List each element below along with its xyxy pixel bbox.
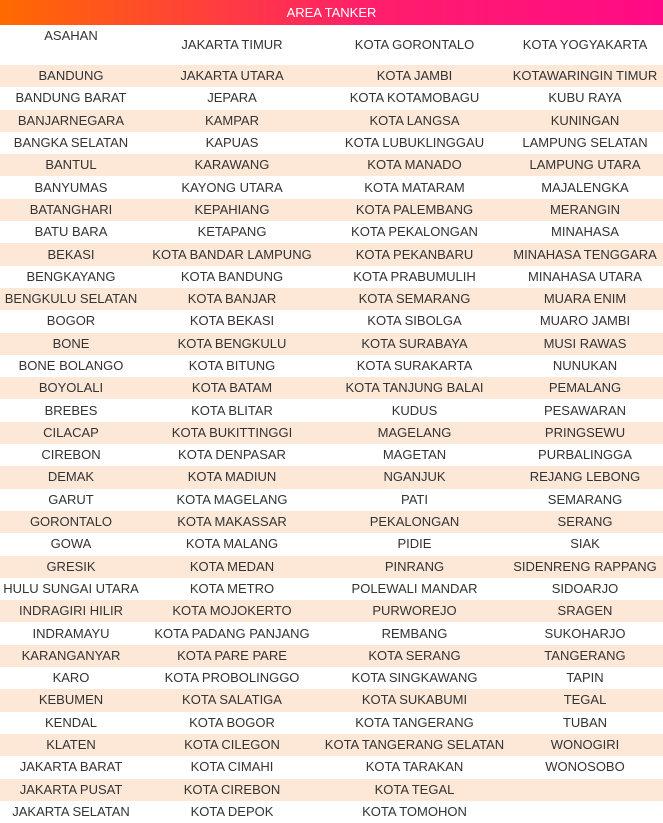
area-cell: KOTA LANGSA	[322, 110, 507, 132]
area-cell: MUARA ENIM	[507, 288, 663, 310]
area-cell: TUBAN	[507, 712, 663, 734]
table-row	[0, 756, 663, 778]
area-cell: KENDAL	[0, 712, 142, 734]
area-cell: KOTA PALEMBANG	[322, 199, 507, 221]
area-cell: BATU BARA	[0, 221, 142, 243]
area-cell: BATANGHARI	[0, 199, 142, 221]
table-row	[0, 154, 663, 176]
area-cell: KOTA LUBUKLINGGAU	[322, 132, 507, 154]
area-cell: ASAHAN	[0, 25, 142, 65]
area-cell: JEPARA	[142, 87, 322, 109]
area-cell: MUSI RAWAS	[507, 333, 663, 355]
area-cell: TANGERANG	[507, 645, 663, 667]
area-cell: LAMPUNG SELATAN	[507, 132, 663, 154]
area-cell: NGANJUK	[322, 466, 507, 488]
area-cell: PINRANG	[322, 556, 507, 578]
area-cell: INDRAMAYU	[0, 622, 142, 644]
area-cell: KOTA MAKASSAR	[142, 511, 322, 533]
area-cell: PESAWARAN	[507, 399, 663, 421]
table-row	[0, 221, 663, 243]
table-row	[0, 734, 663, 756]
area-cell: KOTA TANGERANG	[322, 712, 507, 734]
area-cell: KOTA YOGYAKARTA	[507, 25, 663, 65]
table-row	[0, 511, 663, 533]
area-cell: PEMALANG	[507, 377, 663, 399]
area-cell: KAMPAR	[142, 110, 322, 132]
area-cell: KOTA PADANG PANJANG	[142, 622, 322, 644]
area-cell: KOTA DENPASAR	[142, 444, 322, 466]
area-cell: BENGKAYANG	[0, 266, 142, 288]
area-cell: MINAHASA UTARA	[507, 266, 663, 288]
area-cell: KAPUAS	[142, 132, 322, 154]
table-row	[0, 399, 663, 421]
area-cell	[507, 779, 663, 801]
area-cell: GARUT	[0, 489, 142, 511]
area-cell: KOTA SEMARANG	[322, 288, 507, 310]
area-cell: TAPIN	[507, 667, 663, 689]
area-cell: BANTUL	[0, 154, 142, 176]
area-cell: PURBALINGGA	[507, 444, 663, 466]
area-cell: SIDENRENG RAPPANG	[507, 556, 663, 578]
table-row	[0, 25, 663, 65]
table-row	[0, 422, 663, 444]
table-row	[0, 243, 663, 265]
area-cell: KOTA PEKANBARU	[322, 243, 507, 265]
area-cell: KOTA MALANG	[142, 533, 322, 555]
table-row	[0, 556, 663, 578]
area-cell: PIDIE	[322, 533, 507, 555]
table-row	[0, 377, 663, 399]
area-cell	[507, 801, 663, 823]
area-cell: INDRAGIRI HILIR	[0, 600, 142, 622]
area-cell: JAKARTA BARAT	[0, 756, 142, 778]
area-cell: BANYUMAS	[0, 176, 142, 198]
area-cell: KARO	[0, 667, 142, 689]
area-cell: KOTA BANDUNG	[142, 266, 322, 288]
area-cell: CILACAP	[0, 422, 142, 444]
area-cell: KUBU RAYA	[507, 87, 663, 109]
area-cell: KOTA BANJAR	[142, 288, 322, 310]
area-cell: KARAWANG	[142, 154, 322, 176]
area-cell: KOTA SERANG	[322, 645, 507, 667]
area-table-body	[0, 25, 663, 823]
area-cell: BONE BOLANGO	[0, 355, 142, 377]
area-cell: KARANGANYAR	[0, 645, 142, 667]
area-cell: KOTA TARAKAN	[322, 756, 507, 778]
area-cell: KOTA BANDAR LAMPUNG	[142, 243, 322, 265]
table-row	[0, 489, 663, 511]
area-cell: BOYOLALI	[0, 377, 142, 399]
area-cell: BENGKULU SELATAN	[0, 288, 142, 310]
area-cell: GRESIK	[0, 556, 142, 578]
area-cell: KUNINGAN	[507, 110, 663, 132]
area-cell: JAKARTA UTARA	[142, 65, 322, 87]
table-row	[0, 600, 663, 622]
area-cell: PURWOREJO	[322, 600, 507, 622]
table-row	[0, 533, 663, 555]
area-cell: KOTA TOMOHON	[322, 801, 507, 823]
area-cell: WONOGIRI	[507, 734, 663, 756]
area-cell: KOTA PRABUMULIH	[322, 266, 507, 288]
area-cell: KOTA BEKASI	[142, 310, 322, 332]
table-row	[0, 689, 663, 711]
area-cell: BEKASI	[0, 243, 142, 265]
area-cell: PRINGSEWU	[507, 422, 663, 444]
area-cell: SUKOHARJO	[507, 622, 663, 644]
area-cell: HULU SUNGAI UTARA	[0, 578, 142, 600]
table-row	[0, 645, 663, 667]
area-cell: KOTA TEGAL	[322, 779, 507, 801]
area-cell: BANGKA SELATAN	[0, 132, 142, 154]
table-row	[0, 667, 663, 689]
area-cell: KOTA PEKALONGAN	[322, 221, 507, 243]
area-cell: KOTA BENGKULU	[142, 333, 322, 355]
table-row	[0, 444, 663, 466]
area-cell: KEBUMEN	[0, 689, 142, 711]
area-cell: TEGAL	[507, 689, 663, 711]
area-cell: REMBANG	[322, 622, 507, 644]
area-cell: DEMAK	[0, 466, 142, 488]
table-row	[0, 87, 663, 109]
table-title: AREA TANKER	[0, 0, 663, 25]
area-cell: KOTA SINGKAWANG	[322, 667, 507, 689]
area-cell: MINAHASA TENGGARA	[507, 243, 663, 265]
area-cell: KOTA MOJOKERTO	[142, 600, 322, 622]
area-cell: BANDUNG BARAT	[0, 87, 142, 109]
area-cell: KOTA BITUNG	[142, 355, 322, 377]
area-cell: KUDUS	[322, 399, 507, 421]
area-cell: MAGELANG	[322, 422, 507, 444]
area-cell: KETAPANG	[142, 221, 322, 243]
area-cell: KOTA BOGOR	[142, 712, 322, 734]
area-cell: KOTA PROBOLINGGO	[142, 667, 322, 689]
table-row	[0, 712, 663, 734]
area-cell: SIDOARJO	[507, 578, 663, 600]
area-cell: CIREBON	[0, 444, 142, 466]
area-cell: KOTA CIMAHI	[142, 756, 322, 778]
area-cell: KOTA TANGERANG SELATAN	[322, 734, 507, 756]
area-cell: KOTA CILEGON	[142, 734, 322, 756]
area-cell: KOTA MAGELANG	[142, 489, 322, 511]
area-cell: GORONTALO	[0, 511, 142, 533]
area-cell: MERANGIN	[507, 199, 663, 221]
area-cell: KOTA KOTAMOBAGU	[322, 87, 507, 109]
area-cell: MAGETAN	[322, 444, 507, 466]
area-cell: KOTA BATAM	[142, 377, 322, 399]
area-cell: KOTA MADIUN	[142, 466, 322, 488]
table-row	[0, 333, 663, 355]
area-cell: PEKALONGAN	[322, 511, 507, 533]
area-cell: KOTA MEDAN	[142, 556, 322, 578]
table-row	[0, 132, 663, 154]
area-cell: KOTA METRO	[142, 578, 322, 600]
table-row	[0, 801, 663, 823]
area-cell: GOWA	[0, 533, 142, 555]
area-cell: BANJARNEGARA	[0, 110, 142, 132]
area-cell: MUARO JAMBI	[507, 310, 663, 332]
area-cell: KOTA SURABAYA	[322, 333, 507, 355]
area-cell: KAYONG UTARA	[142, 176, 322, 198]
area-cell: JAKARTA TIMUR	[142, 25, 322, 65]
table-row	[0, 355, 663, 377]
table-row	[0, 288, 663, 310]
area-cell: KOTA SURAKARTA	[322, 355, 507, 377]
area-cell: WONOSOBO	[507, 756, 663, 778]
area-cell: KOTA SALATIGA	[142, 689, 322, 711]
area-cell: REJANG LEBONG	[507, 466, 663, 488]
area-cell: BANDUNG	[0, 65, 142, 87]
area-cell: KOTA TANJUNG BALAI	[322, 377, 507, 399]
area-cell: SERANG	[507, 511, 663, 533]
area-cell: MINAHASA	[507, 221, 663, 243]
area-cell: BOGOR	[0, 310, 142, 332]
area-cell: BREBES	[0, 399, 142, 421]
area-cell: JAKARTA SELATAN	[0, 801, 142, 823]
area-cell: KOTA BLITAR	[142, 399, 322, 421]
area-cell: KOTA JAMBI	[322, 65, 507, 87]
area-cell: KLATEN	[0, 734, 142, 756]
table-row	[0, 622, 663, 644]
area-cell: KOTA SIBOLGA	[322, 310, 507, 332]
area-cell: KEPAHIANG	[142, 199, 322, 221]
table-row	[0, 578, 663, 600]
area-cell: KOTA BUKITTINGGI	[142, 422, 322, 444]
area-cell: SIAK	[507, 533, 663, 555]
area-cell: KOTAWARINGIN TIMUR	[507, 65, 663, 87]
table-row	[0, 199, 663, 221]
area-cell: KOTA DEPOK	[142, 801, 322, 823]
area-cell: LAMPUNG UTARA	[507, 154, 663, 176]
area-cell: PATI	[322, 489, 507, 511]
area-cell: JAKARTA PUSAT	[0, 779, 142, 801]
area-cell: NUNUKAN	[507, 355, 663, 377]
area-table	[0, 25, 663, 823]
area-cell: KOTA SUKABUMI	[322, 689, 507, 711]
area-cell: KOTA MATARAM	[322, 176, 507, 198]
table-row	[0, 110, 663, 132]
area-cell: KOTA GORONTALO	[322, 25, 507, 65]
table-row	[0, 266, 663, 288]
table-row	[0, 176, 663, 198]
area-cell: SEMARANG	[507, 489, 663, 511]
table-row	[0, 65, 663, 87]
table-row	[0, 310, 663, 332]
area-cell: SRAGEN	[507, 600, 663, 622]
area-cell: KOTA PARE PARE	[142, 645, 322, 667]
area-cell: KOTA CIREBON	[142, 779, 322, 801]
area-cell: KOTA MANADO	[322, 154, 507, 176]
area-cell: POLEWALI MANDAR	[322, 578, 507, 600]
area-cell: BONE	[0, 333, 142, 355]
area-cell: MAJALENGKA	[507, 176, 663, 198]
table-row	[0, 466, 663, 488]
table-row	[0, 779, 663, 801]
